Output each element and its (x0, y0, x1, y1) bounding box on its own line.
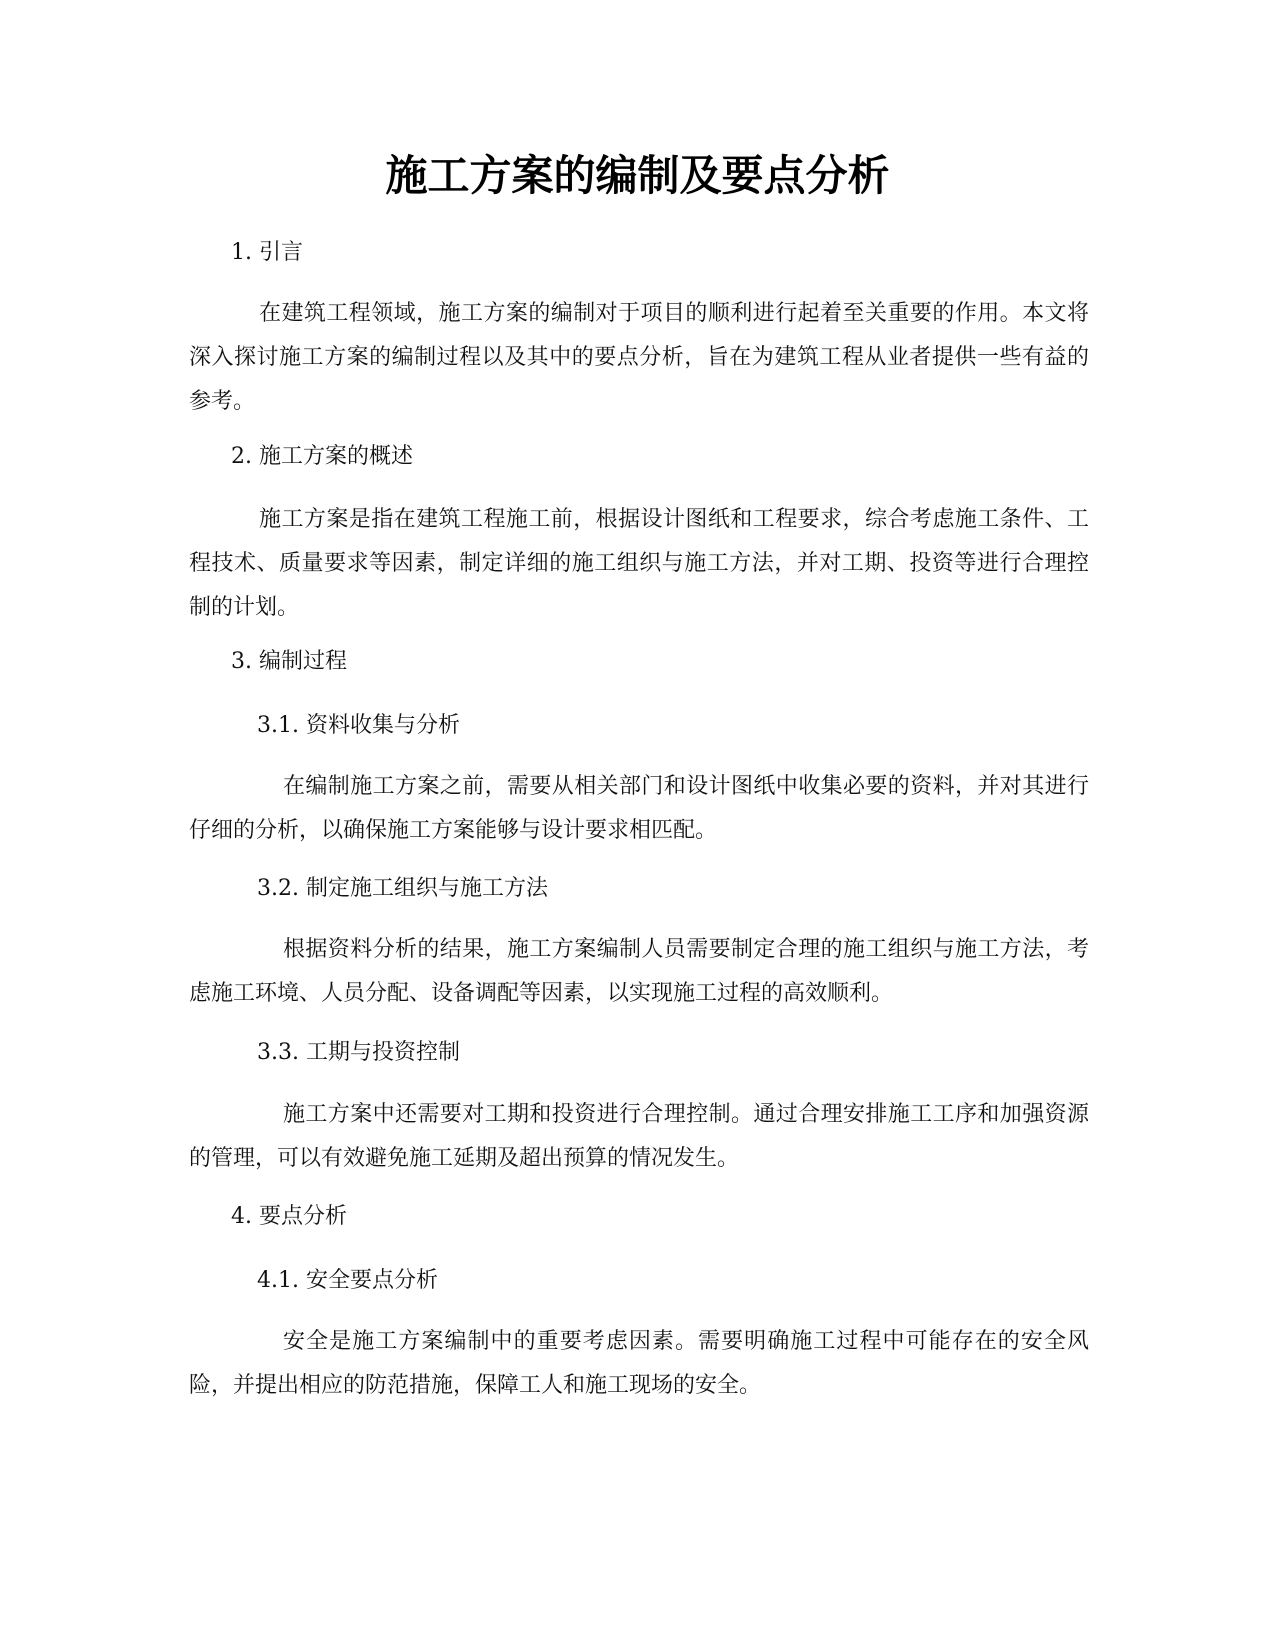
section-4-1-paragraph: 安全是施工方案编制中的重要考虑因素。需要明确施工过程中可能存在的安全风险，并提出相应的防范措施，保障工人和施工现场的安全。 (189, 1329, 1089, 1398)
section-1-heading: 1. 引言 (231, 240, 303, 265)
section-3-2-heading: 3.2. 制定施工组织与施工方法 (257, 876, 548, 901)
section-2-paragraph: 施工方案是指在建筑工程施工前，根据设计图纸和工程要求，综合考虑施工条件、工程技术、质量要求等因素，制定详细的施工组织与施工方法，并对工期、投资等进行合理控制的计划。 (189, 507, 1089, 620)
document-title: 施工方案的编制及要点分析 (385, 151, 890, 200)
section-2-heading: 2. 施工方案的概述 (231, 444, 413, 469)
section-3-1-heading: 3.1. 资料收集与分析 (257, 713, 460, 738)
section-3-3-paragraph: 施工方案中还需要对工期和投资进行合理控制。通过合理安排施工工序和加强资源的管理，可以有效避免施工延期及超出预算的情况发生。 (189, 1102, 1089, 1171)
section-4-1-heading: 4.1. 安全要点分析 (257, 1268, 438, 1293)
section-3-heading: 3. 编制过程 (231, 649, 347, 674)
section-4-heading: 4. 要点分析 (231, 1204, 347, 1229)
section-3-3-heading: 3.3. 工期与投资控制 (257, 1040, 460, 1065)
section-3-2-paragraph: 根据资料分析的结果，施工方案编制人员需要制定合理的施工组织与施工方法，考虑施工环境、人员分配、设备调配等因素，以实现施工过程的高效顺利。 (189, 937, 1089, 1006)
section-3-1-paragraph: 在编制施工方案之前，需要从相关部门和设计图纸中收集必要的资料，并对其进行仔细的分析，以确保施工方案能够与设计要求相匹配。 (189, 774, 1089, 843)
section-1-paragraph: 在建筑工程领域，施工方案的编制对于项目的顺利进行起着至关重要的作用。本文将深入探讨施工方案的编制过程以及其中的要点分析，旨在为建筑工程从业者提供一些有益的参考。 (189, 301, 1089, 414)
